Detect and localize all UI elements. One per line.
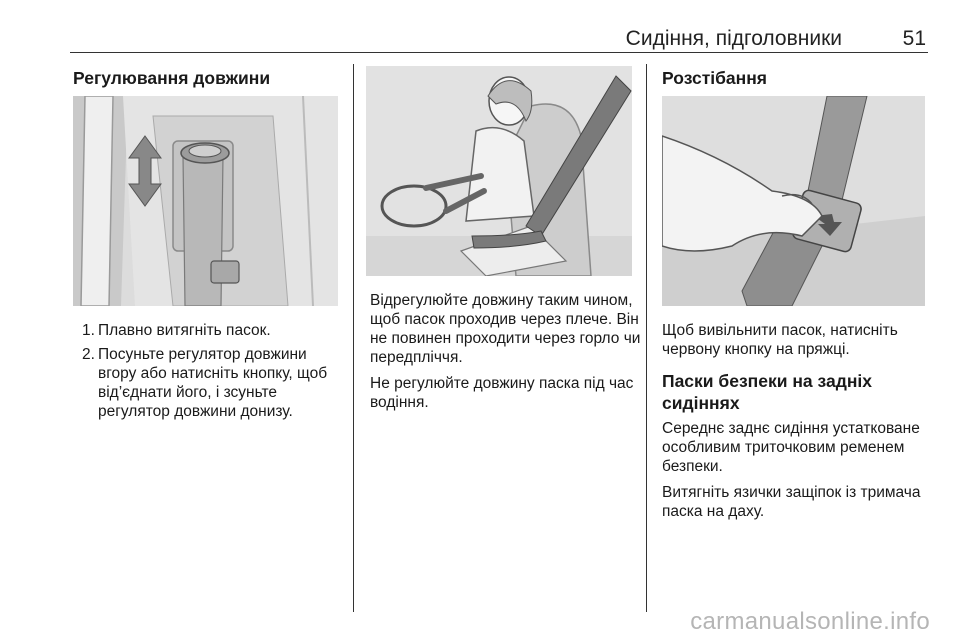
subsection-title-rear-seat-belts: Паски безпеки на задніх сидіннях <box>662 371 872 413</box>
belt-release-drawing <box>662 96 925 306</box>
column1-text <box>73 321 345 426</box>
list-item <box>73 321 345 340</box>
step-number: 2. <box>82 346 95 363</box>
column3-text <box>662 321 930 366</box>
column-divider-1 <box>353 64 354 612</box>
column-divider-2 <box>646 64 647 612</box>
paragraph: Щоб вивільнити пасок, натисніть червону кнопку на пряжці. <box>662 322 898 358</box>
illustration-belt-height-adjuster <box>73 96 338 306</box>
column2-text <box>370 291 642 419</box>
section-title-length-adjustment: Регулювання довжини <box>73 68 271 88</box>
paragraph: Витягніть язички защіпок із тримача паска на даху. <box>662 484 921 520</box>
illustration-driver-belt-position <box>366 66 632 276</box>
step-number: 1. <box>82 322 95 339</box>
adjustment-steps-list <box>73 321 345 421</box>
paragraph: Не регулюйте довжину паска під час водіння. <box>370 375 634 411</box>
step-text: Плавно витягніть пасок. <box>98 322 271 339</box>
watermark: carmanualsonline.info <box>690 608 930 635</box>
section-title-unbuckling: Розстібання <box>662 68 768 88</box>
paragraph: Відрегулюйте довжину таким чином, щоб пасок проходив через плече. Він не повинен проходити через горло чи передпліччя. <box>370 292 641 366</box>
belt-adjuster-drawing <box>73 96 338 306</box>
illustration-belt-release <box>662 96 925 306</box>
page-number: 51 <box>902 27 926 50</box>
header-title: Сидіння, підголовники <box>625 27 842 50</box>
page-header <box>70 24 928 53</box>
column3-rear-text <box>662 419 930 528</box>
list-item <box>73 345 345 421</box>
paragraph: Середнє заднє сидіння устатковане особливим триточковим ременем безпеки. <box>662 420 920 475</box>
step-text: Посуньте регулятор довжини вгору або натисніть кнопку, щоб від’єднати його, і зсуньте регулятор довжини донизу. <box>98 346 328 420</box>
driver-belt-drawing <box>366 66 632 276</box>
